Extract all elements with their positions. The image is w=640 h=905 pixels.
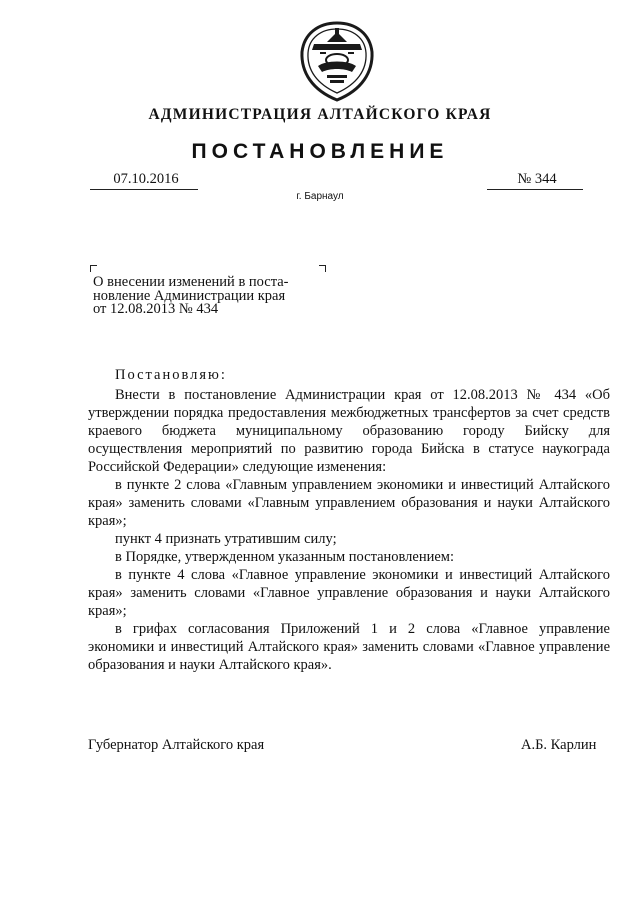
document-type: ПОСТАНОВЛЕНИЕ: [191, 140, 449, 163]
document-date: [90, 171, 198, 190]
decree-word: Постановляю:: [115, 367, 227, 383]
city-label: г. Барнаул: [296, 191, 344, 202]
body-paragraph: в пункте 2 слова «Главным управлением экономики и инвестиций Алтайского края» заменить словами «Главным управлением образования и науки Алтайского края»;: [88, 477, 610, 529]
document-subject: [93, 276, 323, 317]
body-paragraph: в грифах согласования Приложений 1 и 2 слова «Главное управление экономики и инвестиций Алтайского края» заменить словами «Главное управление образования и науки Алтайского края».: [88, 621, 610, 673]
coat-of-arms-icon: [296, 20, 378, 104]
document-body: [88, 366, 610, 674]
body-paragraph: в Порядке, утвержденном указанным постановлением:: [115, 549, 455, 565]
body-paragraph: в пункте 4 слова «Главное управление экономики и инвестиций Алтайского края» заменить словами «Главное управление образования и науки Алтайского края»;: [88, 567, 610, 619]
number-value: № 344: [517, 171, 557, 187]
subject-corner-right: [319, 265, 326, 272]
signatory-name: А.Б. Карлин: [521, 737, 597, 753]
subject-line: новление Администрации края: [93, 287, 286, 304]
subject-corner-left: [90, 265, 97, 272]
organization-title: АДМИНИСТРАЦИЯ АЛТАЙСКОГО КРАЯ: [148, 106, 492, 123]
subject-line: О внесении изменений в поста-: [93, 274, 289, 290]
signatory-position: Губернатор Алтайского края: [88, 737, 265, 753]
document-number: [487, 171, 583, 190]
subject-line: от 12.08.2013 № 434: [93, 301, 219, 317]
body-paragraph: пункт 4 признать утратившим силу;: [115, 531, 337, 547]
body-paragraph: Внести в постановление Администрации края от 12.08.2013 № 434 «Об утверждении порядка предоставления межбюджетных трансфертов за счет средств краевого бюджета муниципальному образованию городу Бийску для осуществления мероприятий по развитию города Бийска в статусе наукограда Российской Федерации» следующие изменения:: [88, 387, 610, 475]
date-value: 07.10.2016: [113, 171, 179, 187]
